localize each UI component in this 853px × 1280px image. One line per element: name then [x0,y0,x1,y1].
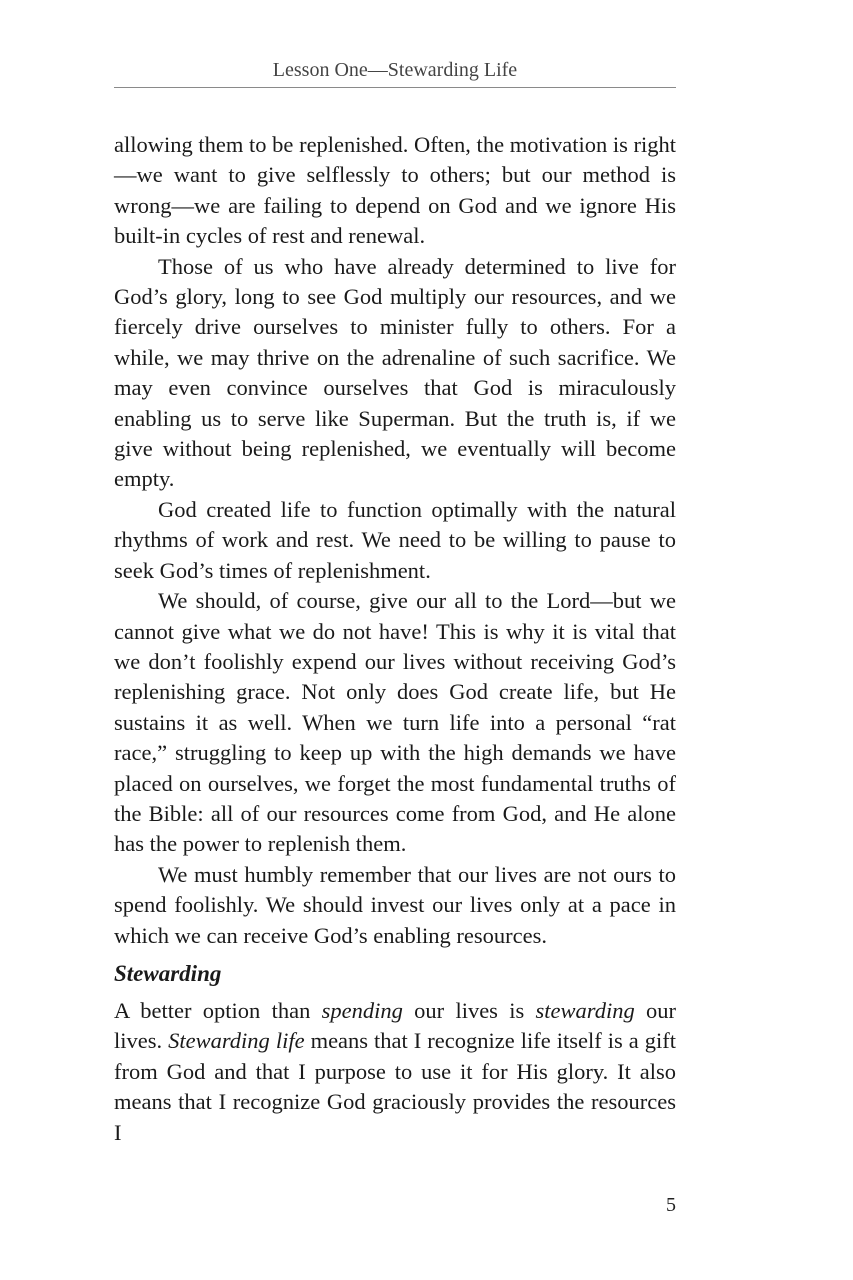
paragraph: God created life to function optimally with the natural rhythms of work and rest. We need to be willing to pause to seek God’s times of replenishment. [114,496,676,583]
text-run: our lives. [114,998,676,1054]
paragraph: We must humbly remember that our lives are not ours to spend foolishly. We should invest our lives only at a pace in which we can receive God’s enabling resources. [114,861,676,948]
emphasis-stewarding: stewarding [535,998,635,1023]
page-number: 5 [666,1194,676,1216]
running-header-title: Lesson One—Stewarding Life [272,59,518,81]
paragraph: We should, of course, give our all to the Lord—but we cannot give what we do not have! This is why it is vital that we don’t foolishly expend our lives without receiving God’s replenishing grace. Not only does God create life, but He sustains it as well. When we turn life into a personal “rat race,” struggling to keep up with the high demands we have placed on ourselves, we forget the most fundamental truths of the Bible: all of our resources come from God, and He alone has the power to replenish them. [114,588,676,857]
header-rule [114,87,676,88]
paragraph: allowing them to be replenished. Often, the motivation is right—we want to give selflessly to others; but our method is wrong—we are failing to depend on God and we ignore His built-in cycles of rest and renewal. [114,132,676,249]
body-text [114,130,676,951]
paragraph: Those of us who have already determined to live for God’s glory, long to see God multiply our resources, and we fiercely drive ourselves to minister fully to others. For a while, we may thrive on the adrenaline of such sacrifice. We may even convince ourselves that God is miraculously enabling us to serve like Superman. But the truth is, if we give without being replenished, we eventually will become empty. [114,253,676,492]
section-heading: Stewarding [114,961,222,986]
emphasis-stewarding-life: Stewarding life [168,1028,305,1054]
text-run: our lives is [402,998,536,1023]
text-run: means that I recognize life itself is a gift from God and that I purpose to use it for His glory. It also means that I recognize God graciously provides the resources I [114,1028,676,1145]
text-run: A better option than [114,998,322,1023]
emphasis-spending: spending [321,998,403,1023]
section-paragraph [114,996,676,1148]
